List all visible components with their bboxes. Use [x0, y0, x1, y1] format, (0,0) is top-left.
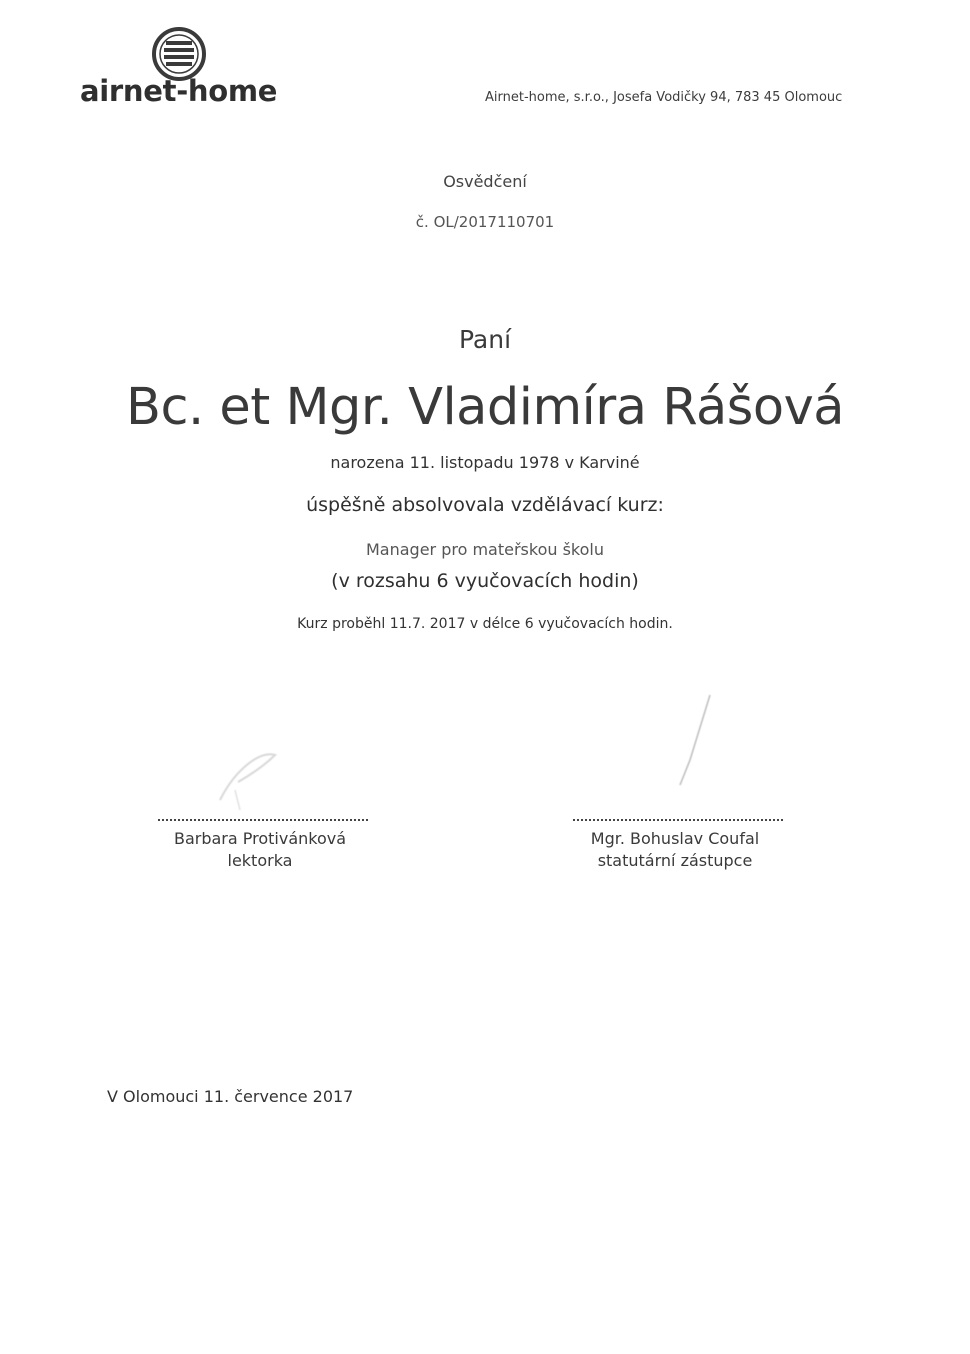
signatory-name: Barbara Protivánková [173, 829, 347, 848]
course-name: Manager pro mateřskou školu [365, 540, 604, 559]
birth-info: narozena 11. listopadu 1978 v Karviné [330, 453, 640, 472]
signatory-name: Mgr. Bohuslav Coufal [590, 829, 760, 848]
signature-block-right [565, 828, 785, 872]
signature-mark-right [660, 690, 730, 800]
signature-line-right [573, 819, 783, 821]
course-scope: (v rozsahu 6 vyučovacích hodin) [331, 570, 639, 592]
signatory-role: lektorka [227, 851, 293, 870]
recipient-name: Bc. et Mgr. Vladimíra Rášová [125, 378, 845, 437]
company-logo-text: airnet-home [80, 74, 278, 108]
signature-block-left [150, 828, 370, 872]
signature-line-left [158, 819, 368, 821]
document-title: Osvědčení [443, 172, 527, 191]
signature-mark-left [180, 730, 300, 820]
company-address: Airnet-home, s.r.o., Josefa Vodičky 94, 783 45 Olomouc [485, 90, 843, 105]
certificate-number: č. OL/2017110701 [415, 213, 555, 231]
course-detail: Kurz proběhl 11.7. 2017 v délce 6 vyučovacích hodin. [297, 616, 673, 632]
completion-statement: úspěšně absolvovala vzdělávací kurz: [306, 494, 664, 516]
salutation: Paní [458, 325, 512, 354]
place-and-date: V Olomouci 11. července 2017 [107, 1087, 354, 1106]
signatory-role: statutární zástupce [597, 851, 753, 870]
